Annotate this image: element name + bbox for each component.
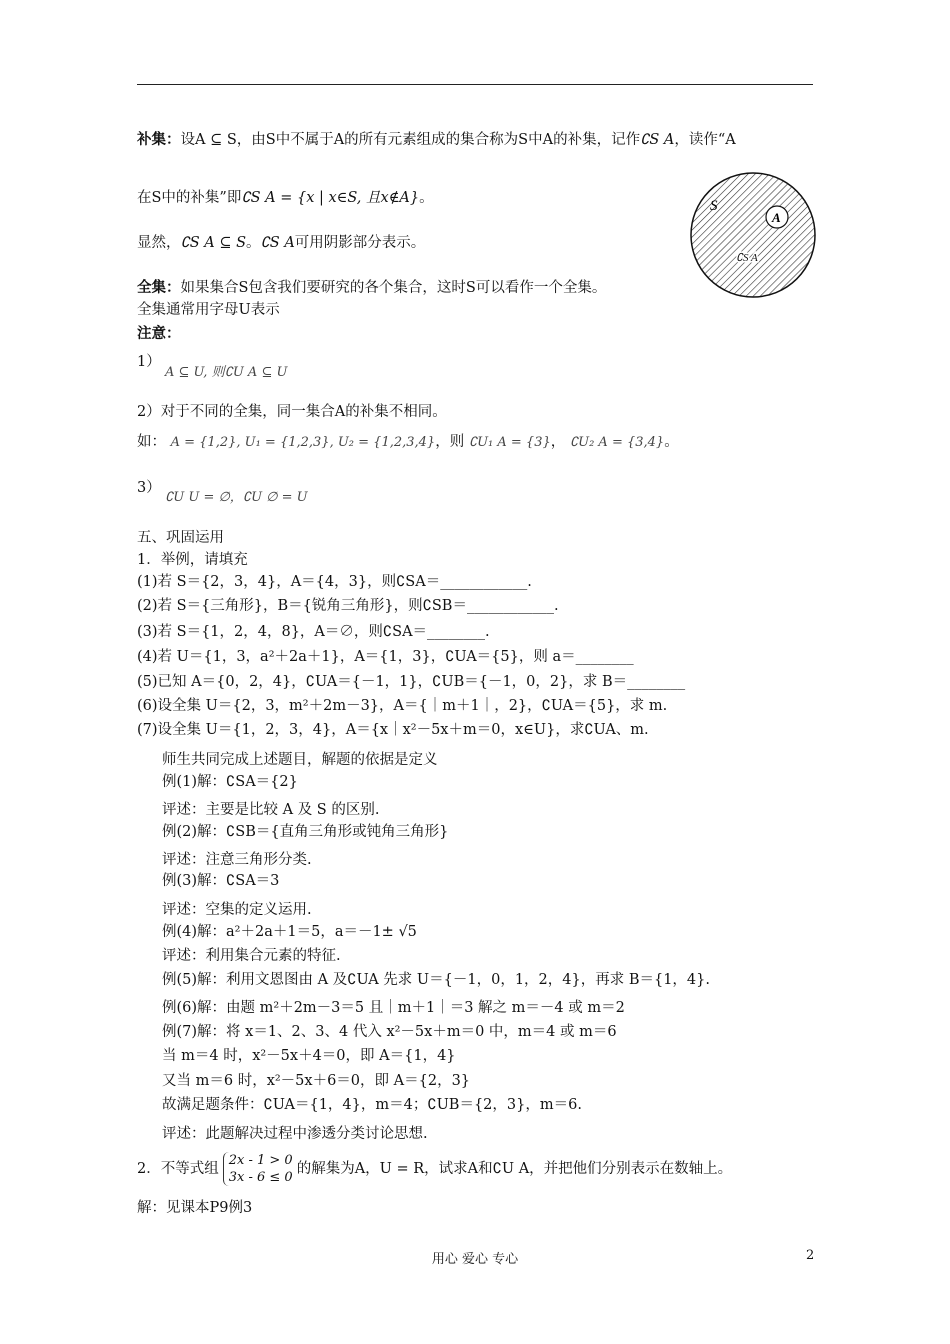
venn-label-complement: ∁S A [736, 252, 758, 264]
complement-symbol: ∁S A [640, 132, 675, 148]
solution-line: 例(5)解：利用文恩图由 A 及∁UA 先求 U＝{－1，0，1，2，4}，再求 B＝{1，4}. [162, 972, 710, 988]
question-2-suffix: 的解集为A，U = R，试求A和∁U A，并把他们分别表示在数轴上。 [296, 1161, 733, 1177]
note-1-formula-text: A ⊆ U, 则∁U A ⊆ U [165, 365, 288, 380]
universal-line-2: 全集通常用字母U表示 [137, 302, 280, 318]
universal-heading: 全集： [137, 279, 181, 296]
complement-line-1 [137, 130, 736, 150]
footer-slogan: 用心 爱心 专心 [431, 1252, 519, 1267]
inequality-2: 3x - 6 ≤ 0 [228, 1170, 293, 1185]
complement-subset-formula: ∁S A ⊆ S [180, 235, 247, 251]
question-item: (7)设全集 U＝{1，2，3，4}，A＝{x｜x²－5x＋m＝0，x∈U}，求∁UA、m. [137, 722, 649, 738]
question-2-prefix: 2．不等式组 [137, 1161, 219, 1177]
solution-line: 师生共同完成上述题目，解题的依据是定义 [162, 752, 438, 768]
solution-line: 例(2)解：∁SB＝{直角三角形或钝角三角形} [162, 824, 449, 840]
complement-heading: 补集： [137, 131, 181, 148]
question-2-answer: 解：见课本P9例3 [137, 1200, 253, 1216]
note-2-result-2: ∁U₂ A = {3,4} [569, 435, 665, 450]
solution-line: 当 m＝4 时，x²－5x＋4＝0，即 A＝{1，4} [162, 1048, 456, 1064]
solution-line: 故满足题条件：∁UA＝{1，4}，m＝4；∁UB＝{2，3}，m＝6. [162, 1097, 582, 1113]
solution-line: 评述：空集的定义运用. [162, 902, 312, 918]
complement-set-formula: ∁S A = {x | x∈S, 且x∉A} [241, 190, 420, 206]
complement-line2-text: 在S中的补集”即 [137, 190, 242, 206]
solution-line: 例(4)解：a²＋2a＋1＝5，a＝－1± √5 [162, 924, 417, 940]
note-3-formula-text: ∁U U = ∅，∁U ∅ = U [165, 490, 308, 505]
question-item: (1)若 S＝{2，3，4}，A＝{4，3}，则∁SA＝____________. [137, 574, 532, 590]
universal-definition: 如果集合S包含我们要研究的各个集合，这时S可以看作一个全集。 [180, 280, 607, 296]
note-2-example-label: 如： [137, 434, 166, 450]
complement-line2-tail: 。 [419, 190, 434, 206]
question-item: (2)若 S＝{三角形}，B＝{锐角三角形}，则∁SB＝____________. [137, 598, 559, 614]
solution-line: 评述：主要是比较 A 及 S 的区别. [162, 802, 380, 818]
note-2-end: 。 [664, 434, 679, 450]
complement-read-as: ，读作“A [674, 132, 736, 148]
inequality-system [223, 1152, 293, 1186]
venn-label-a: A [772, 210, 781, 225]
question-item: (5)已知 A＝{0，2，4}，∁UA＝{－1，1}，∁UB＝{－1，0，2}，求 B＝________ [137, 674, 686, 690]
page-number: 2 [806, 1248, 815, 1263]
note-2-example [137, 432, 679, 453]
header-rule [137, 84, 813, 85]
solution-line: 评述：利用集合元素的特征. [162, 948, 341, 964]
note-2-result-1: ∁U₁ A = {3} [468, 435, 551, 450]
note-3-formula [165, 488, 308, 508]
complement-definition: 设A ⊆ S，由S中不属于A的所有元素组成的集合称为S中A的补集，记作 [180, 132, 641, 148]
solution-line: 例(6)解：由题 m²＋2m－3＝5 且｜m＋1｜＝3 解之 m＝－4 或 m＝2 [162, 1000, 625, 1016]
question-item: (4)若 U＝{1，3，a²＋2a＋1}，A＝{1，3}，∁UA＝{5}，则 a＝________ [137, 649, 634, 665]
note-1-formula [165, 363, 287, 383]
section-5-title: 五、巩固运用 [137, 530, 224, 546]
universal-set-circle [691, 173, 815, 297]
note-2-sep: ， [550, 434, 566, 450]
inequality-1: 2x - 1 > 0 [228, 1153, 293, 1168]
solution-line: 例(7)解：将 x＝1、2、3、4 代入 x²－5x＋m＝0 中，m＝4 或 m＝6 [162, 1024, 617, 1040]
note-2-then: ，则 [435, 434, 465, 450]
question-item: (3)若 S＝{1，2，4，8}，A＝∅，则∁SA＝________. [137, 624, 490, 640]
note-3-label: 3） [137, 480, 161, 496]
complement-line3-tail: 可用阴影部分表示。 [294, 235, 426, 251]
question-item: (6)设全集 U＝{2，3，m²＋2m－3}，A＝{｜m＋1｜，2}，∁UA＝{5}，求 m. [137, 698, 668, 714]
complement-line3-mid: 。 [246, 235, 261, 251]
question-2 [137, 1150, 732, 1188]
solution-line: 评述：注意三角形分类. [162, 852, 312, 868]
solution-line: 例(3)解：∁SA＝3 [162, 873, 280, 889]
complement-symbol-2: ∁S A [260, 235, 295, 251]
note-2-example-sets: A = {1,2}, U₁ = {1,2,3}, U₂ = {1,2,3,4} [170, 435, 436, 450]
notes-heading [137, 324, 181, 344]
note-2: 2）对于不同的全集，同一集合A的补集不相同。 [137, 404, 447, 420]
solution-line: 评述：此题解决过程中渗透分类讨论思想. [162, 1126, 428, 1142]
venn-label-s: S [710, 198, 718, 214]
notes-heading-text: 注意： [137, 325, 181, 342]
solution-line: 又当 m＝6 时，x²－5x＋6＝0，即 A＝{2，3} [162, 1073, 471, 1089]
question-1-title: 1．举例，请填充 [137, 552, 248, 568]
complement-line-3 [137, 233, 425, 253]
note-1-label: 1） [137, 354, 161, 370]
complement-line3-text: 显然， [137, 235, 181, 251]
venn-diagram [688, 170, 818, 300]
solution-line: 例(1)解：∁SA＝{2} [162, 774, 298, 790]
complement-line-2 [137, 188, 434, 208]
universal-line-1 [137, 278, 606, 298]
